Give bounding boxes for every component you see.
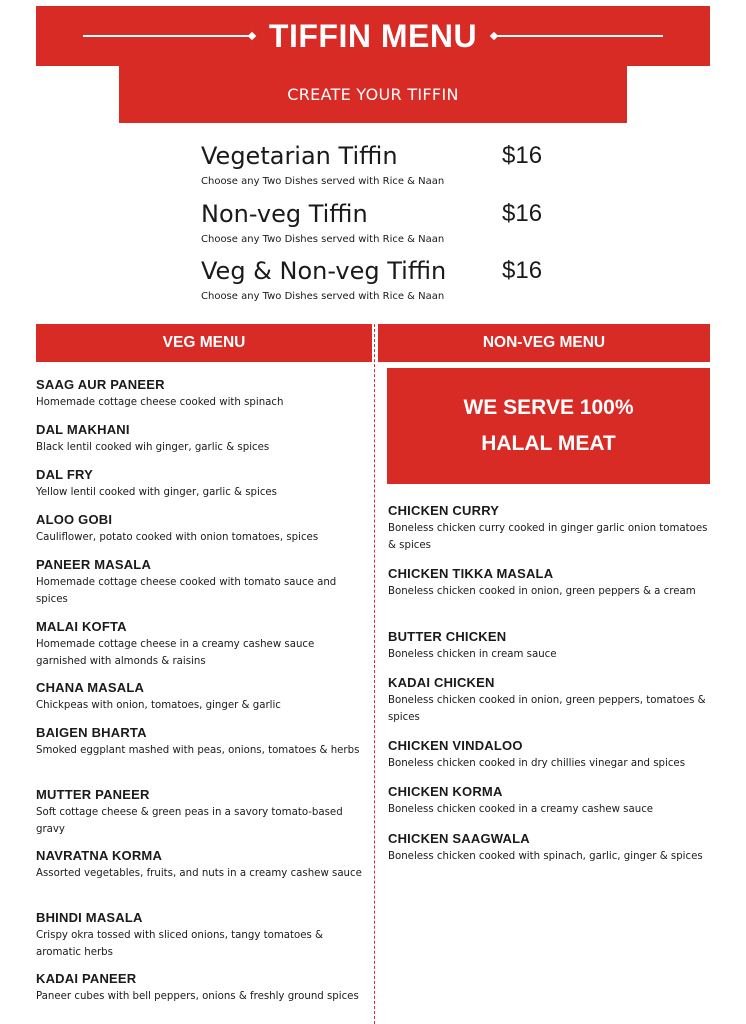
menu-item xyxy=(36,679,366,714)
non-veg-menu-heading: NON-VEG MENU xyxy=(378,324,710,362)
menu-item xyxy=(388,783,712,818)
menu-item-name: MUTTER PANEER xyxy=(36,787,150,802)
menu-item-name: CHICKEN VINDALOO xyxy=(388,738,523,753)
menu-item xyxy=(36,909,366,961)
menu-item-name: PANEER MASALA xyxy=(36,557,152,572)
menu-item-description: Paneer cubes with bell peppers, onions & freshly ground spices xyxy=(36,991,359,1002)
menu-item xyxy=(36,724,366,759)
menu-item-description: Boneless chicken in cream sauce xyxy=(388,649,557,660)
title-left-ornament xyxy=(83,33,255,39)
halal-line-1: WE SERVE 100% xyxy=(463,396,634,419)
menu-item xyxy=(388,737,712,772)
menu-item-description: Homemade cottage cheese cooked with spinach xyxy=(36,397,284,408)
menu-item-description: Boneless chicken cooked in a creamy cashew sauce xyxy=(388,804,654,815)
menu-item xyxy=(36,376,366,411)
menu-item xyxy=(388,565,712,600)
menu-item xyxy=(36,970,366,1005)
menu-item xyxy=(36,847,366,882)
tiffin-name: Veg & Non-veg Tiffin xyxy=(201,257,447,285)
menu-item-description: Assorted vegetables, fruits, and nuts in a creamy cashew sauce xyxy=(36,868,362,879)
menu-item-description: Crispy okra tossed with sliced onions, tangy tomatoes & aromatic herbs xyxy=(36,930,323,958)
tiffin-price: $16 xyxy=(502,200,543,227)
menu-item xyxy=(36,466,366,501)
menu-item-description: Boneless chicken cooked with spinach, garlic, ginger & spices xyxy=(388,851,703,862)
menu-item-description: Homemade cottage cheese in a creamy cashew sauce garnished with almonds & raisins xyxy=(36,639,315,667)
menu-item-name: ALOO GOBI xyxy=(36,512,113,527)
menu-item-name: MALAI KOFTA xyxy=(36,619,127,634)
tiffin-price: $16 xyxy=(502,142,543,169)
menu-item-description: Smoked eggplant mashed with peas, onions, tomatoes & herbs xyxy=(36,745,360,756)
tiffin-description: Choose any Two Dishes served with Rice & Naan xyxy=(201,176,445,187)
menu-item-name: CHICKEN KORMA xyxy=(388,784,503,799)
menu-item xyxy=(36,421,366,456)
menu-item-name: DAL MAKHANI xyxy=(36,422,130,437)
halal-line-2: HALAL MEAT xyxy=(481,432,616,455)
menu-item xyxy=(36,618,366,670)
menu-item-name: KADAI CHICKEN xyxy=(388,675,495,690)
menu-item-description: Black lentil cooked wih ginger, garlic & spices xyxy=(36,442,270,453)
menu-item-name: CHANA MASALA xyxy=(36,680,145,695)
menu-item-description: Soft cottage cheese & green peas in a savory tomato-based gravy xyxy=(36,807,343,835)
menu-item-name: CHICKEN CURRY xyxy=(388,503,500,518)
menu-title-banner xyxy=(36,6,710,66)
menu-title: TIFFIN MENU xyxy=(268,17,478,54)
menu-item-name: DAL FRY xyxy=(36,467,94,482)
create-tiffin-banner xyxy=(119,66,627,123)
tiffin-price: $16 xyxy=(502,257,543,284)
menu-item xyxy=(36,511,366,546)
tiffin-description: Choose any Two Dishes served with Rice & Naan xyxy=(201,234,445,245)
tiffin-name: Non-veg Tiffin xyxy=(201,200,368,228)
tiffin-description: Choose any Two Dishes served with Rice & Naan xyxy=(201,291,445,302)
title-right-ornament xyxy=(491,33,663,39)
menu-item-name: SAAG AUR PANEER xyxy=(36,377,165,392)
menu-item xyxy=(388,830,712,865)
menu-item-description: Chickpeas with onion, tomatoes, ginger & garlic xyxy=(36,700,281,711)
tiffin-name: Vegetarian Tiffin xyxy=(201,142,398,170)
menu-item-name: CHICKEN SAAGWALA xyxy=(388,831,530,846)
veg-menu-heading: VEG MENU xyxy=(36,324,372,362)
menu-item-description: Boneless chicken curry cooked in ginger garlic onion tomatoes & spices xyxy=(388,523,708,551)
menu-item-name: NAVRATNA KORMA xyxy=(36,848,163,863)
menu-item-name: BAIGEN BHARTA xyxy=(36,725,147,740)
halal-meat-banner xyxy=(387,368,710,484)
menu-item xyxy=(388,674,712,726)
column-divider xyxy=(374,324,375,1024)
menu-item xyxy=(36,556,366,608)
menu-item-description: Homemade cottage cheese cooked with tomato sauce and spices xyxy=(36,577,337,605)
menu-item-description: Yellow lentil cooked with ginger, garlic & spices xyxy=(36,487,277,498)
menu-item xyxy=(36,786,366,838)
menu-item-description: Boneless chicken cooked in onion, green peppers & a cream xyxy=(388,586,696,597)
menu-item xyxy=(388,502,712,554)
menu-item-name: BHINDI MASALA xyxy=(36,910,143,925)
menu-item-name: BUTTER CHICKEN xyxy=(388,629,507,644)
create-tiffin-title: CREATE YOUR TIFFIN xyxy=(287,85,459,104)
menu-item-name: CHICKEN TIKKA MASALA xyxy=(388,566,554,581)
menu-item-name: KADAI PANEER xyxy=(36,971,137,986)
menu-item-description: Boneless chicken cooked in dry chillies vinegar and spices xyxy=(388,758,686,769)
menu-item xyxy=(388,628,712,663)
menu-item-description: Cauliflower, potato cooked with onion tomatoes, spices xyxy=(36,532,319,543)
menu-item-description: Boneless chicken cooked in onion, green peppers, tomatoes & spices xyxy=(388,695,706,723)
